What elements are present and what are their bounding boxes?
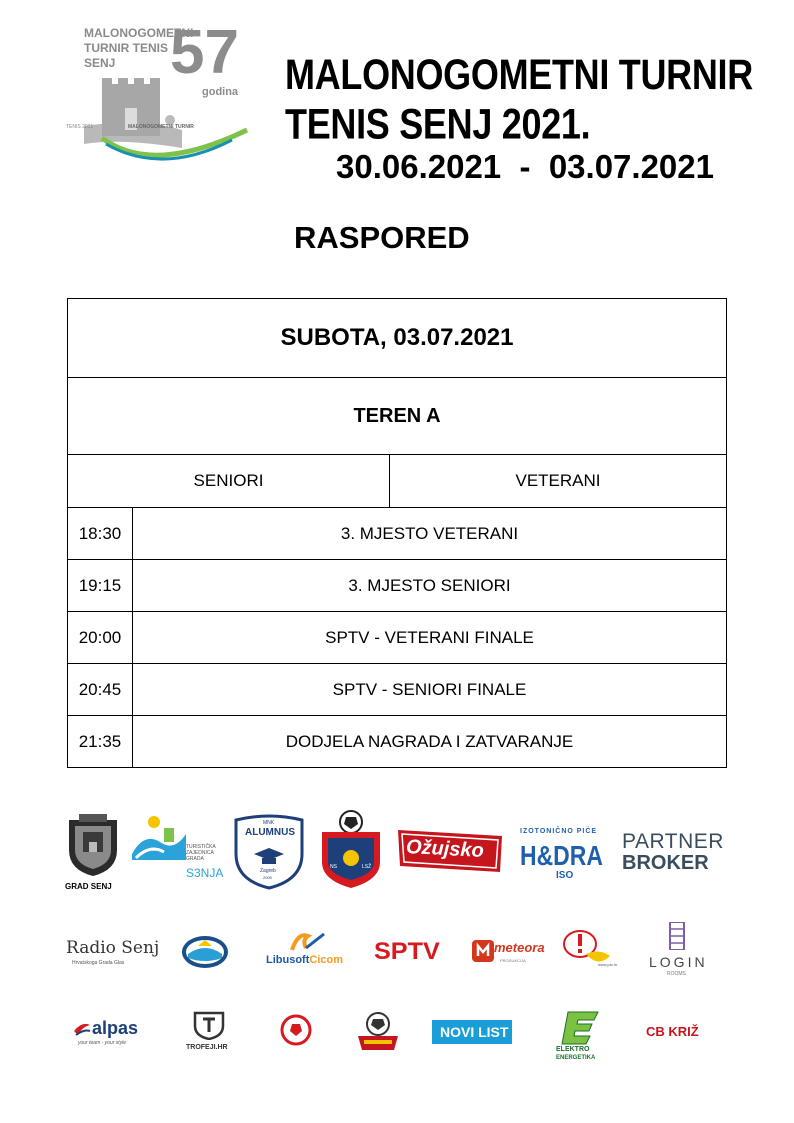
title-line2: TENIS SENJ 2021.	[285, 99, 591, 148]
novi-list-label: NOVI LIST	[440, 1024, 509, 1040]
table-row	[68, 560, 726, 612]
match-event: 3. MJESTO SENIORI	[348, 575, 511, 595]
field-row	[68, 378, 726, 455]
tournament-title	[285, 50, 753, 149]
partner-label: PARTNER	[622, 830, 724, 853]
building-icon	[668, 922, 686, 950]
match-time: 21:35	[68, 716, 133, 768]
sponsor-cb-kriz	[646, 1024, 712, 1044]
libusoft-swoosh-icon	[288, 930, 328, 954]
sponsor-hidra	[516, 828, 610, 888]
match-time: 19:15	[68, 560, 133, 611]
pio-url: www.pio.hr	[598, 962, 618, 967]
oval-emblem-icon	[180, 932, 230, 972]
broker-label: BROKER	[622, 852, 709, 874]
table-row	[68, 508, 726, 560]
match-event: SPTV - SENIORI FINALE	[332, 679, 527, 699]
trofeji-shield-icon	[192, 1010, 226, 1040]
alumnus-city: Zagreb	[260, 868, 276, 874]
wave-icon	[130, 814, 190, 864]
table-row	[68, 612, 726, 664]
meteora-icon	[470, 936, 496, 964]
sponsor-alpas	[72, 1018, 152, 1052]
sponsor-ns-lsz	[318, 810, 384, 890]
logo-small-left: TENIS 2021	[66, 124, 94, 130]
tz-line1: TURISTIČKA	[186, 844, 216, 850]
trofeji-label: TROFEJI.HR	[186, 1044, 228, 1051]
team-crest-icon	[354, 1010, 402, 1054]
category-seniori: SENIORI	[68, 455, 390, 507]
sponsor-login-rooms	[646, 922, 712, 978]
table-row	[68, 716, 726, 768]
sponsor-trofeji	[186, 1010, 232, 1054]
sponsor-novi-list	[432, 1020, 512, 1044]
sponsor-libusoft-cicom	[266, 930, 350, 970]
sponsor-sptv	[374, 938, 444, 966]
match-event: DODJELA NAGRADA I ZATVARANJE	[285, 732, 574, 751]
logo-years-label: godina	[202, 86, 239, 98]
logo-years-number: 57	[170, 18, 239, 87]
cb-kriz-label: CB KRIŽ	[646, 1024, 699, 1039]
sponsor-elektro-energetika	[554, 1010, 606, 1066]
grad-senj-label: GRAD SENJ	[65, 882, 112, 891]
hidra-top: IZOTONIČNO PIĆE	[520, 828, 598, 835]
hidra-name: H&DRA	[520, 840, 603, 871]
tournament-dates: 30.06.2021 - 03.07.2021	[336, 148, 714, 185]
tz-name: S3NJA	[186, 866, 224, 880]
tz-line2: ZAJEDNICA	[186, 850, 214, 856]
sponsor-alumnus	[232, 814, 306, 890]
sponsor-partner-broker	[622, 830, 732, 876]
match-time: 18:30	[68, 508, 133, 559]
day-row	[68, 299, 726, 378]
schedule-table	[67, 298, 727, 768]
alpas-wing-icon	[72, 1021, 92, 1037]
alumnus-year: 2000	[263, 875, 272, 880]
login-label: LOGIN	[649, 954, 708, 970]
alumnus-top: MNK	[263, 820, 275, 826]
elektro-line1: ELEKTRO	[556, 1046, 590, 1053]
table-row	[68, 664, 726, 716]
login-sub: ROOMS	[667, 971, 686, 977]
match-time: 20:00	[68, 612, 133, 663]
sptv-label: SPTV	[374, 938, 440, 965]
match-event: SPTV - VETERANI FINALE	[325, 627, 534, 647]
logo-text-line2: TURNIR TENIS	[84, 41, 168, 55]
sponsor-pio	[562, 928, 626, 972]
tournament-logo	[62, 20, 252, 165]
sponsor-meteora	[470, 934, 545, 970]
logo-text-line1: MALONOGOMETNI	[84, 26, 194, 40]
ns-left-label: NS	[330, 864, 337, 870]
radio-senj-sub: Hrvatskoga Grada Glas	[72, 960, 125, 966]
sponsor-oval-logo	[180, 932, 230, 972]
coat-of-arms-icon	[65, 814, 121, 878]
sponsor-grad-senj	[62, 814, 124, 896]
ns-right-label: LSŽ	[362, 864, 372, 870]
meteora-label: meteora	[494, 940, 545, 955]
hidra-sub: ISO	[556, 870, 574, 881]
ozujsko-label: Ožujsko	[405, 835, 485, 863]
match-event: 3. MJESTO VETERANI	[340, 523, 519, 543]
meteora-sub: PRODUKCIJA	[500, 958, 526, 963]
title-line1: MALONOGOMETNI TURNIR	[285, 50, 753, 99]
alpas-sub: your team - your style	[78, 1040, 127, 1046]
category-row	[68, 455, 726, 508]
sponsor-crest-logo	[354, 1010, 402, 1054]
football-icon	[280, 1014, 312, 1046]
category-veterani: VETERANI	[515, 471, 601, 490]
day-label: SUBOTA, 03.07.2021	[280, 324, 514, 351]
elektro-line2: ENERGETIKA	[556, 1055, 596, 1061]
field-label: TEREN A	[353, 404, 441, 427]
sponsor-ozujsko	[396, 826, 504, 874]
logo-small-right: MALONOGOMETNI TURNIR	[128, 124, 194, 130]
elektro-e-icon	[560, 1010, 600, 1046]
radio-senj-label: Radio Senj	[66, 938, 160, 958]
alumnus-name: ALUMNUS	[245, 827, 295, 838]
fortress-icon	[82, 78, 252, 168]
sponsor-tz-senj	[130, 814, 222, 886]
sponsor-ball-logo	[280, 1014, 312, 1046]
schedule-heading: RASPORED	[294, 220, 470, 255]
logo-text-line3: SENJ	[84, 56, 116, 70]
football-crest-icon	[318, 810, 384, 890]
sponsor-radio-senj	[66, 938, 160, 972]
tz-line3: GRADA	[186, 856, 204, 862]
match-time: 20:45	[68, 664, 133, 715]
libusoft-label: LibusoftCicom	[266, 954, 344, 966]
alpas-label: alpas	[92, 1018, 139, 1038]
